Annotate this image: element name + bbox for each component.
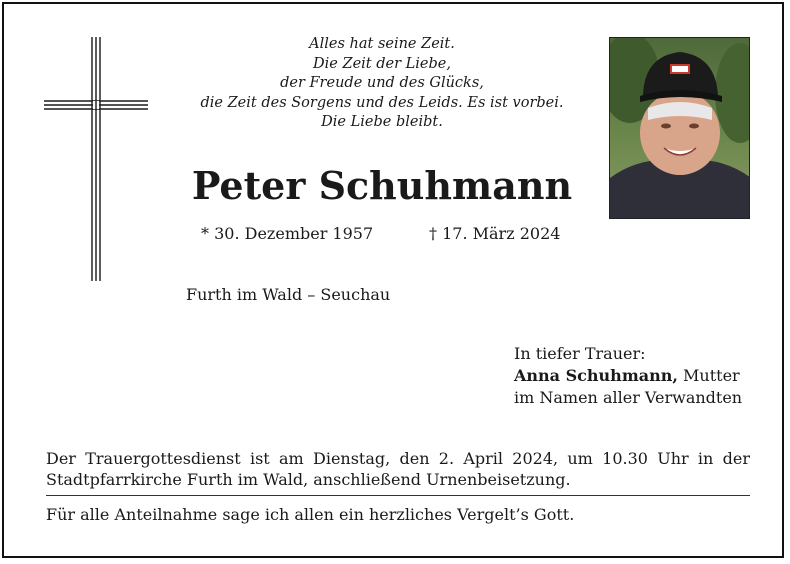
mourner-relation: Mutter (677, 366, 740, 385)
divider (46, 495, 750, 496)
poem-line: Die Liebe bleibt. (321, 114, 443, 130)
poem-line: Alles hat seine Zeit. (309, 36, 455, 52)
service-line: Stadtpfarrkirche Furth im Wald, anschließend Urnenbeisetzung. (46, 470, 571, 489)
mourning-family: im Namen aller Verwandten (514, 388, 743, 407)
hometown: Furth im Wald – Seuchau (186, 285, 391, 304)
obituary-card (2, 2, 784, 558)
mourner-line (514, 365, 742, 387)
death-date: † 17. März 2024 (429, 224, 561, 243)
service-line: Der Trauergottesdienst ist am Dienstag, den 2. April 2024, um 10.30 Uhr in der (46, 449, 750, 468)
deceased-name: Peter Schuhmann (191, 163, 573, 208)
poem (172, 35, 592, 133)
mourning-intro: In tiefer Trauer: (514, 344, 646, 363)
poem-line: die Zeit des Sorgens und des Leids. Es ist vorbei. (200, 94, 564, 111)
poem-line: Die Zeit der Liebe, (313, 55, 451, 72)
mourner-name: Anna Schuhmann, (514, 366, 678, 385)
service-notice (46, 448, 750, 490)
mourning-block (514, 343, 742, 409)
thanks-text: Für alle Anteilnahme sage ich allen ein herzliches Vergelt’s Gott. (46, 505, 575, 524)
portrait-photo (609, 37, 750, 219)
birth-date: * 30. Dezember 1957 (201, 224, 374, 243)
cross-icon (44, 37, 148, 281)
poem-line: der Freude und des Glücks, (280, 75, 484, 91)
